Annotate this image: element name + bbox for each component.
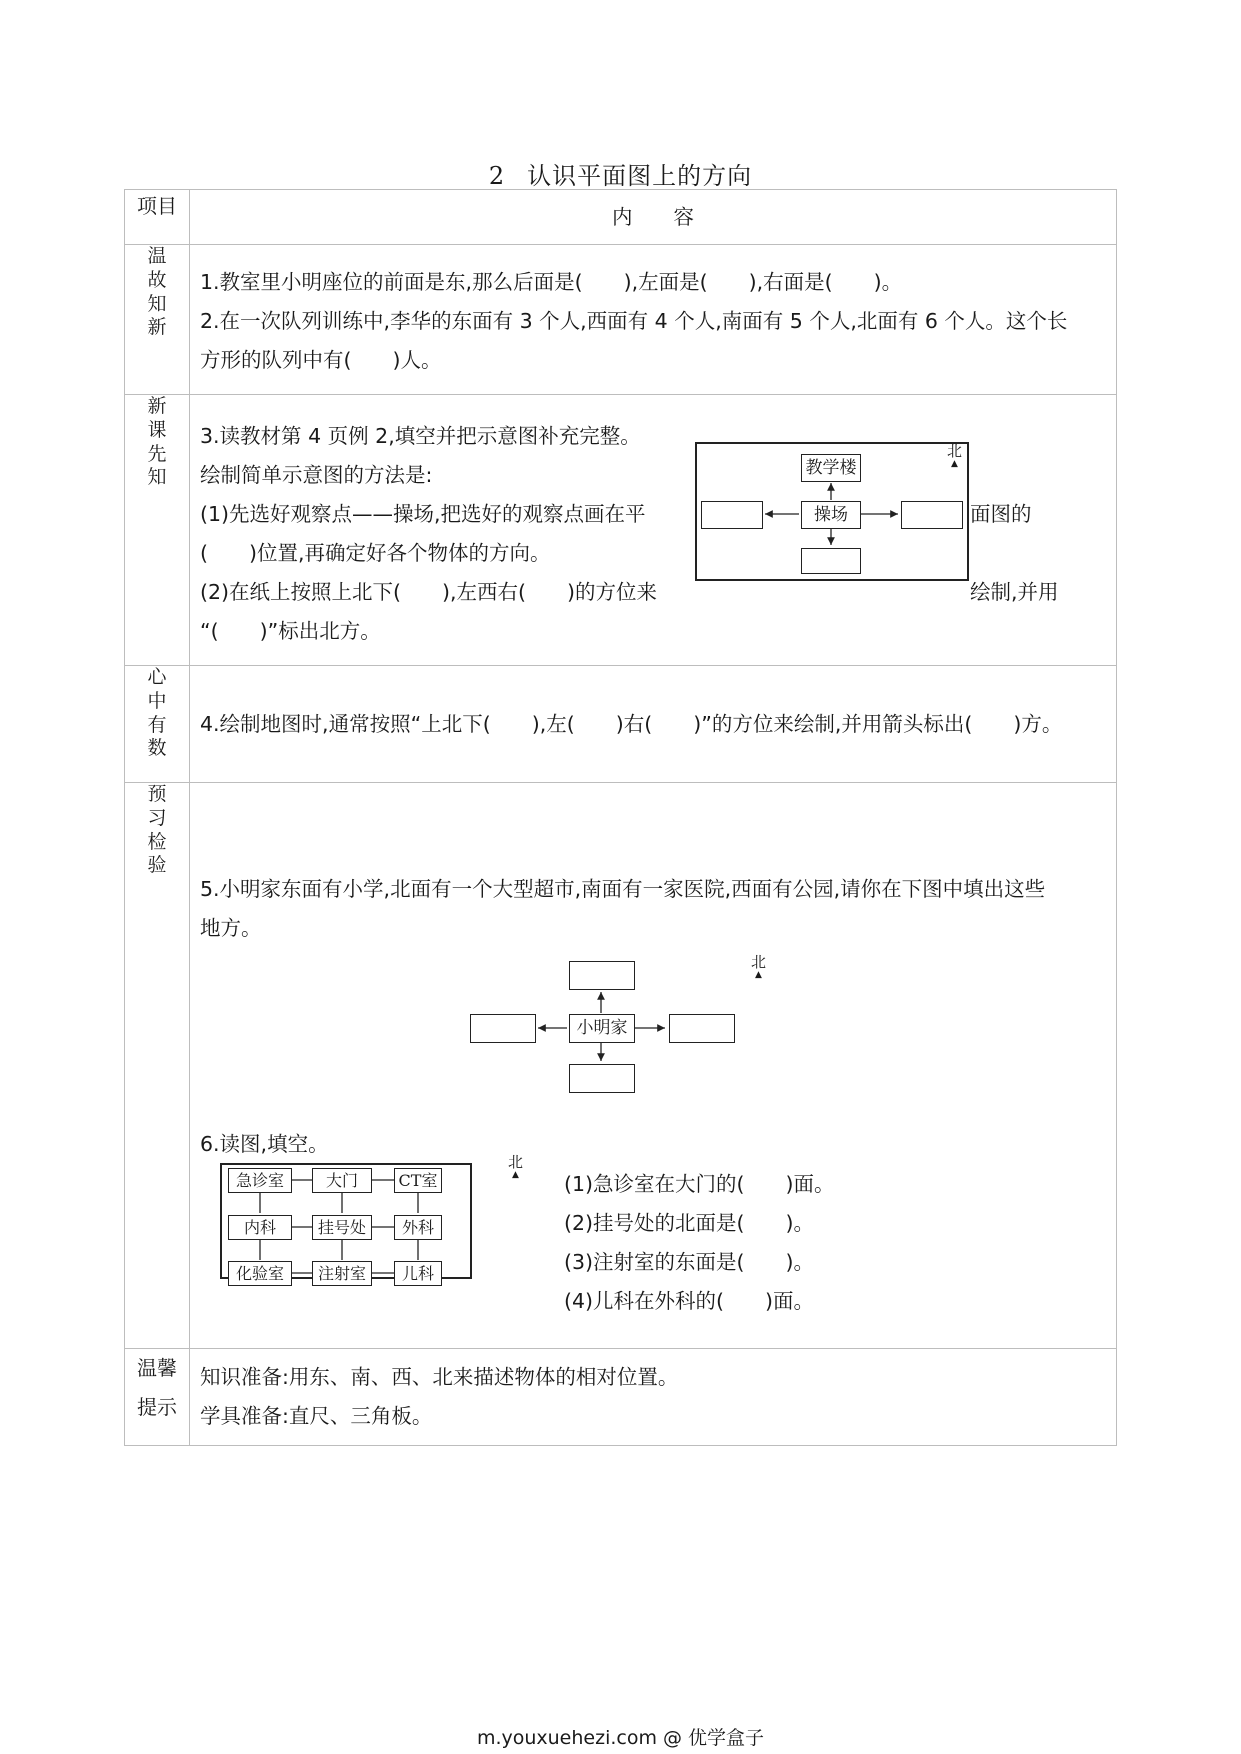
question-5-line-1: 5.小明家东面有小学,北面有一个大型超市,南面有一家医院,西面有公园,请你在下图中填出这些	[200, 877, 1046, 901]
hospital-map	[220, 1163, 472, 1283]
method-title: 绘制简单示意图的方法是:	[200, 463, 433, 487]
teaching-building-box: 教学楼	[801, 454, 861, 482]
question-2-line-1: 2.在一次队列训练中,李华的东面有 3 个人,西面有 4 个人,南面有 5 个人,北面有 6 个人。这个长	[200, 309, 1068, 333]
registration-box: 挂号处	[312, 1215, 372, 1240]
mind-content	[190, 666, 1117, 783]
playground-diagram	[695, 442, 969, 581]
emergency-room-box: 急诊室	[228, 1168, 292, 1193]
tips-label: 温馨 提示	[125, 1349, 190, 1446]
mind-label: 心中有数	[125, 666, 190, 783]
north-arrow-icon: ▲	[951, 459, 958, 469]
question-3: 3.读教材第 4 页例 2,填空并把示意图补充完整。	[200, 424, 641, 448]
playground-box: 操场	[801, 501, 861, 529]
question-6-3: (3)注射室的东面是( )。	[564, 1250, 815, 1274]
new-lesson-label: 新课先知	[125, 395, 190, 666]
home-diagram-arrows	[470, 961, 770, 1101]
north-arrow-icon: ▲	[512, 1170, 519, 1180]
question-4: 4.绘制地图时,通常按照“上北下( ),左( )右( )”的方位来绘制,并用箭头标出( )方。	[200, 711, 1063, 736]
ct-room-box: CT室	[394, 1168, 442, 1193]
new-lesson-row	[125, 395, 1117, 666]
preview-label: 预习检验	[125, 783, 190, 1349]
method-1-continued: 面图的	[970, 502, 1032, 526]
north-indicator-2: 北 ▲	[751, 953, 767, 980]
tip-tools: 学具准备:直尺、三角板。	[200, 1404, 433, 1428]
question-6-4: (4)儿科在外科的( )面。	[564, 1289, 815, 1313]
review-row	[125, 245, 1117, 395]
method-2-line-1: (2)在纸上按照上北下( ),左西右( )的方位来	[200, 580, 658, 604]
method-2-line-2: “( )”标出北方。	[200, 619, 381, 643]
tips-content	[190, 1349, 1117, 1446]
footer-watermark: m.youxuehezi.com @ 优学盒子	[476, 1727, 765, 1749]
diagram-arrows	[697, 444, 967, 579]
preview-content	[190, 783, 1117, 1349]
method-1-line-1: (1)先选好观察点——操场,把选好的观察点画在平	[200, 502, 646, 526]
surgery-box: 外科	[394, 1215, 442, 1240]
mind-row	[125, 666, 1117, 783]
north-indicator-3: 北 ▲	[508, 1153, 524, 1180]
laboratory-box: 化验室	[228, 1261, 292, 1286]
home-box: 小明家	[569, 1014, 635, 1043]
question-6-2: (2)挂号处的北面是( )。	[564, 1211, 815, 1235]
header-content: 内 容	[190, 190, 1117, 245]
new-lesson-content	[190, 395, 1117, 666]
question-1: 1.教室里小明座位的前面是东,那么后面是( ),左面是( ),右面是( )。	[200, 270, 903, 294]
main-gate-box: 大门	[312, 1168, 372, 1193]
question-6-title: 6.读图,填空。	[200, 1132, 329, 1156]
review-label: 温故知新	[125, 245, 190, 395]
north-arrow-icon: ▲	[755, 970, 762, 980]
tip-knowledge: 知识准备:用东、南、西、北来描述物体的相对位置。	[200, 1365, 679, 1389]
header-item: 项目	[125, 190, 190, 245]
header-row	[125, 190, 1117, 245]
question-6-1: (1)急诊室在大门的( )面。	[564, 1172, 835, 1196]
internal-medicine-box: 内科	[228, 1215, 292, 1240]
worksheet-table	[124, 189, 1117, 1446]
north-indicator: 北 ▲	[947, 442, 963, 469]
page-title: 2 认识平面图上的方向	[488, 162, 753, 190]
method-2-continued: 绘制,并用	[970, 580, 1059, 604]
preview-row	[125, 783, 1117, 1349]
question-5-line-2: 地方。	[200, 916, 262, 940]
question-2-line-2: 方形的队列中有( )人。	[200, 348, 442, 372]
home-diagram	[470, 953, 770, 1101]
tips-row	[125, 1349, 1117, 1446]
injection-room-box: 注射室	[312, 1261, 372, 1286]
review-content	[190, 245, 1117, 395]
method-1-line-2: ( )位置,再确定好各个物体的方向。	[200, 541, 551, 565]
pediatrics-box: 儿科	[394, 1261, 442, 1286]
